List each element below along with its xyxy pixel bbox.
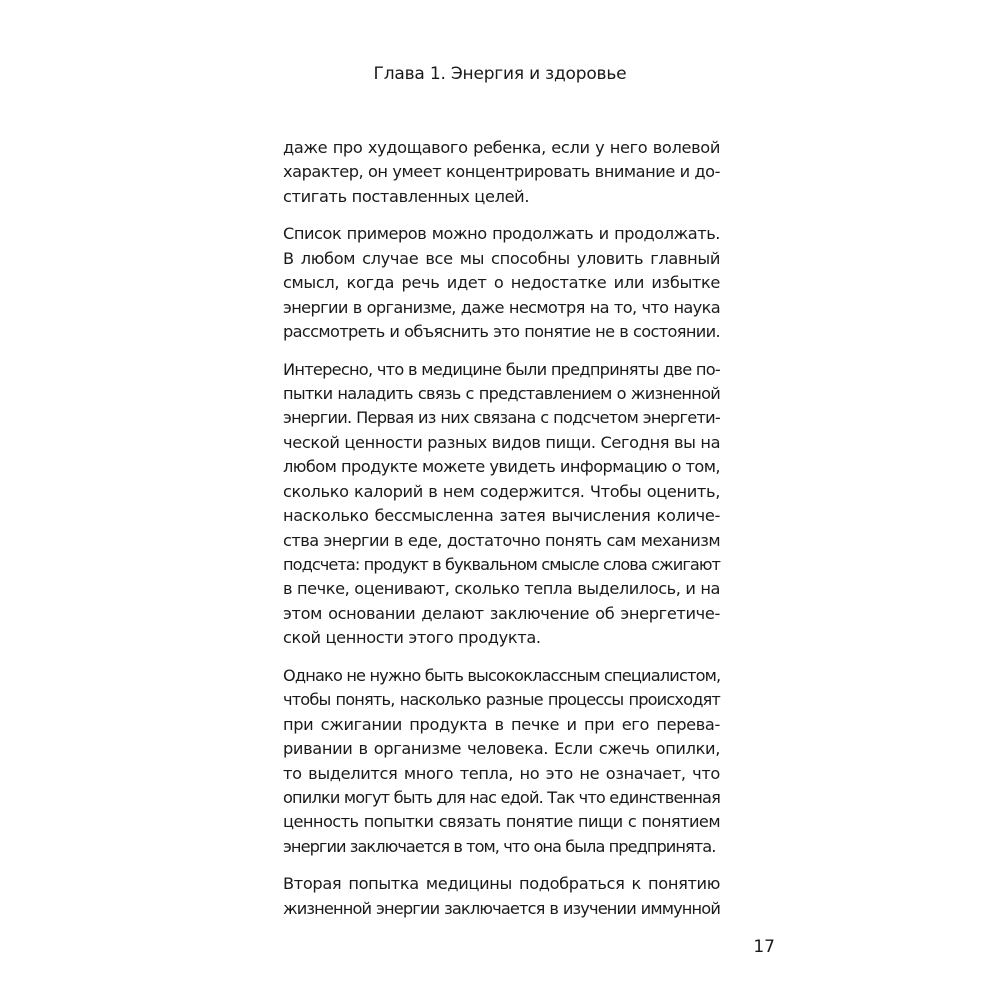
text-line: Однако не нужно быть высококлассным специалистом, bbox=[283, 665, 721, 685]
text-line: жизненной энергии заключается в изучении иммунной bbox=[283, 898, 720, 918]
text-line: опилки могут быть для нас едой. Так что единственная bbox=[283, 787, 720, 807]
paragraph bbox=[283, 136, 720, 209]
text-line: даже про худощавого ребенка, если у него волевой bbox=[283, 138, 720, 157]
text-line: сколько калорий в нем содержится. Чтобы оценить, bbox=[283, 481, 720, 501]
text-line: Интересно, что в медицине были предприняты две по- bbox=[283, 359, 720, 379]
text-line: чтобы понять, насколько разные процессы происходят bbox=[283, 690, 720, 710]
paragraph bbox=[283, 222, 720, 344]
text-line: характер, он умеет концентрировать внимание и до- bbox=[283, 162, 720, 182]
text-line: то выделится много тепла, но это не означает, что bbox=[283, 763, 720, 783]
text-line: этом основании делают заключение об энергетиче- bbox=[283, 603, 720, 623]
paragraph bbox=[283, 358, 720, 651]
running-header: Глава 1. Энергия и здоровье bbox=[373, 64, 627, 84]
text-line: при сжигании продукта в печке и при его перева- bbox=[283, 714, 720, 734]
text-line: ской ценности этого продукта. bbox=[283, 628, 541, 648]
text-line: стигать поставленных целей. bbox=[283, 186, 530, 206]
text-line: подсчета: продукт в буквальном смысле слова сжигают bbox=[283, 555, 720, 574]
text-line: В любом случае все мы способны уловить главный bbox=[283, 248, 720, 268]
text-line: энергии заключается в том, что она была предпринята. bbox=[283, 836, 716, 856]
text-line: ческой ценности разных видов пищи. Сегодня вы на bbox=[283, 432, 721, 452]
text-line: в печке, оценивают, сколько тепла выделилось, и на bbox=[283, 579, 720, 599]
page-number: 17 bbox=[753, 937, 775, 957]
text-line: любом продукте можете увидеть информацию о том, bbox=[283, 457, 720, 477]
text-line: ценность попытки связать понятие пищи с понятием bbox=[283, 812, 720, 832]
text-line: ства энергии в еде, достаточно понять сам механизм bbox=[283, 530, 720, 550]
text-line: смысл, когда речь идет о недостатке или избытке bbox=[283, 273, 720, 293]
text-line: ривании в организме человека. Если сжечь опилки, bbox=[283, 739, 720, 759]
text-line: Список примеров можно продолжать и продолжать. bbox=[283, 224, 720, 244]
text-line: насколько бессмысленна затея вычисления количе- bbox=[283, 506, 720, 526]
text-line: энергии в организме, даже несмотря на то, что наука bbox=[283, 297, 720, 317]
paragraph bbox=[283, 872, 720, 921]
text-line: Вторая попытка медицины подобраться к понятию bbox=[283, 874, 720, 894]
paragraph bbox=[283, 664, 720, 860]
body-text bbox=[283, 136, 720, 921]
text-line: рассмотреть и объяснить это понятие не в состоянии. bbox=[283, 322, 720, 342]
text-line: пытки наладить связь с представлением о жизненной bbox=[283, 383, 720, 403]
text-line: энергии. Первая из них связана с подсчетом энергети- bbox=[283, 408, 720, 428]
